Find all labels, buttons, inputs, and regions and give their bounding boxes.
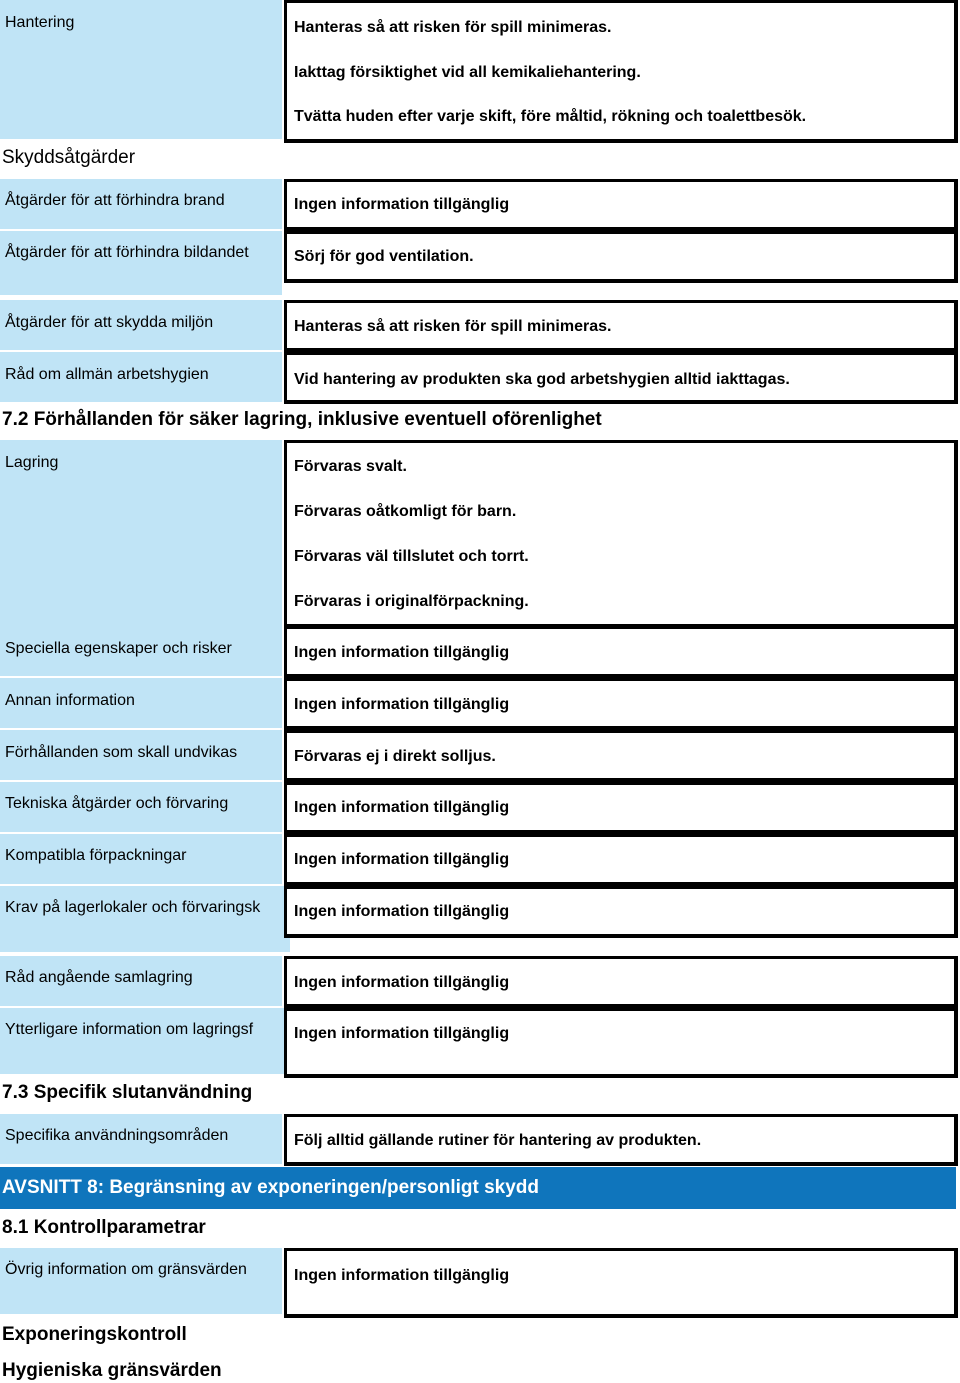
- section-banner-avsnitt-8: AVSNITT 8: Begränsning av exponeringen/personligt skydd: [0, 1167, 956, 1209]
- value-text-speciella: Ingen information tillgänglig: [294, 644, 510, 661]
- heading-hygieniska-gransvarden: Hygieniska gränsvärden: [2, 1360, 222, 1381]
- value-text-gransvarden: Ingen information tillgänglig: [294, 1267, 510, 1284]
- value-text-samlagring: Ingen information tillgänglig: [294, 974, 510, 991]
- row-label-annan: Annan information: [0, 678, 282, 728]
- value-line: Förvaras väl tillslutet och torrt.: [294, 548, 529, 565]
- row-label-speciella: Speciella egenskaper och risker: [0, 626, 282, 676]
- value-text-brand: Ingen information tillgänglig: [294, 196, 510, 213]
- row-label-gransvarden: Övrig information om gränsvärden: [0, 1248, 282, 1314]
- section-heading-7-2: 7.2 Förhållanden för säker lagring, inklusive eventuell oförenlighet: [2, 409, 602, 430]
- value-text-annan: Ingen information tillgänglig: [294, 696, 510, 713]
- row-label-samlagring: Råd angående samlagring: [0, 956, 282, 1006]
- heading-exponeringskontroll: Exponeringskontroll: [2, 1324, 187, 1345]
- row-label-kompatibla: Kompatibla förpackningar: [0, 834, 282, 884]
- row-label-bildandet: Åtgärder för att förhindra bildandet: [0, 231, 282, 295]
- value-text-arbetshygien: Vid hantering av produkten ska god arbetshygien alltid iakttagas.: [294, 371, 790, 388]
- value-line: Förvaras i originalförpackning.: [294, 593, 529, 610]
- section-heading-7-3: 7.3 Specifik slutanvändning: [2, 1082, 253, 1103]
- section-heading-8-1: 8.1 Kontrollparametrar: [2, 1217, 206, 1238]
- value-text-bildandet: Sörj för god ventilation.: [294, 248, 474, 265]
- row-label-miljon: Åtgärder för att skydda miljön: [0, 300, 282, 350]
- value-line: Iakttag försiktighet vid all kemikaliehantering.: [294, 64, 641, 81]
- value-line: Hanteras så att risken för spill minimeras.: [294, 19, 612, 36]
- value-text-tekniska: Ingen information tillgänglig: [294, 799, 510, 816]
- row-label-anvandningsomraden: Specifika användningsområden: [0, 1114, 282, 1164]
- row-label-arbetshygien: Råd om allmän arbetshygien: [0, 352, 282, 402]
- row-label-brand: Åtgärder för att förhindra brand: [0, 179, 282, 229]
- section-heading-skyddsatgarder: Skyddsåtgärder: [2, 147, 136, 168]
- row-label-tekniska: Tekniska åtgärder och förvaring: [0, 782, 282, 832]
- value-text-miljon: Hanteras så att risken för spill minimeras.: [294, 318, 612, 335]
- row-label-ytterligare: Ytterligare information om lagringsf: [0, 1008, 290, 1074]
- value-text-undvikas: Förvaras ej i direkt solljus.: [294, 748, 496, 765]
- value-text-anvandningsomraden: Följ alltid gällande rutiner för hantering av produkten.: [294, 1132, 702, 1149]
- value-text-ytterligare: Ingen information tillgänglig: [294, 1025, 510, 1042]
- row-label-hantering: Hantering: [0, 0, 282, 139]
- value-text-kompatibla: Ingen information tillgänglig: [294, 851, 510, 868]
- row-label-lagring: Lagring: [0, 440, 282, 626]
- value-text-lagerlokaler: Ingen information tillgänglig: [294, 903, 510, 920]
- row-label-undvikas: Förhållanden som skall undvikas: [0, 730, 282, 780]
- value-line: Tvätta huden efter varje skift, före måltid, rökning och toalettbesök.: [294, 108, 807, 125]
- value-line: Förvaras svalt.: [294, 458, 407, 475]
- value-line: Förvaras oåtkomligt för barn.: [294, 503, 517, 520]
- row-label-lagerlokaler: Krav på lagerlokaler och förvaringsk: [0, 886, 290, 952]
